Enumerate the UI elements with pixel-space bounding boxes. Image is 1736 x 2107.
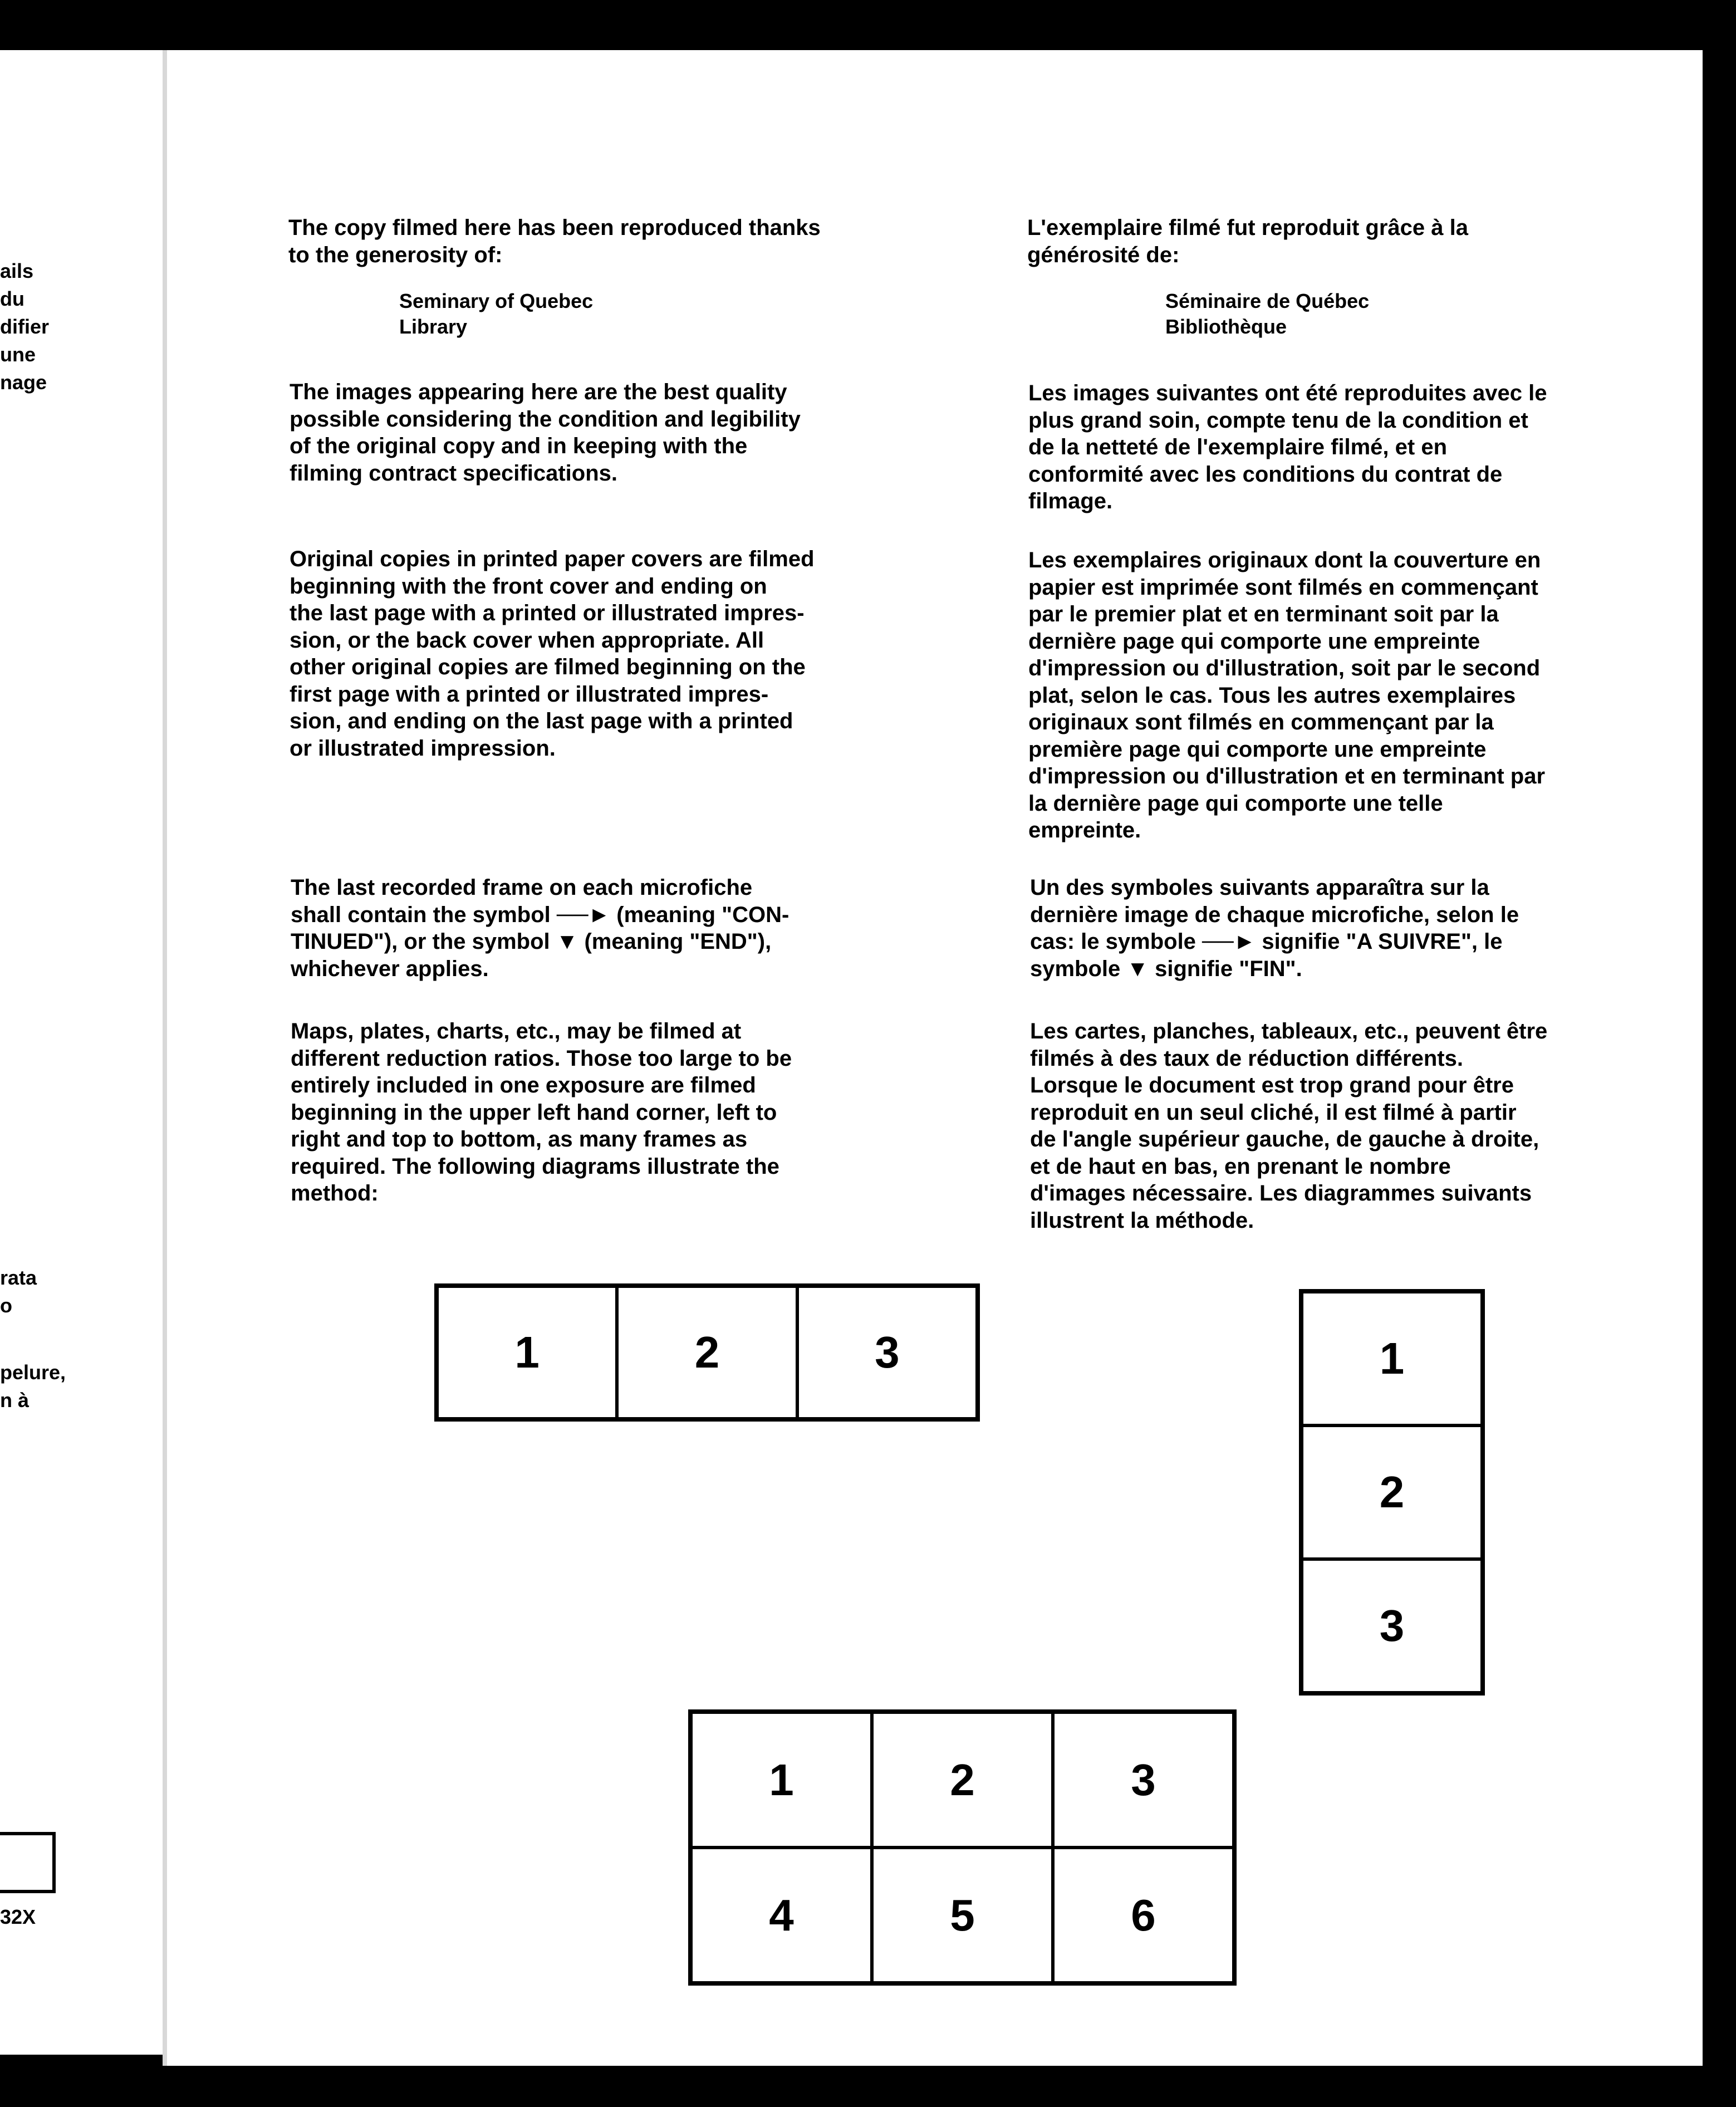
fragment-line: une — [0, 343, 36, 366]
frame-cell: 5 — [872, 1848, 1053, 1983]
fragment-line: rata — [0, 1266, 37, 1289]
frame-cell: 6 — [1053, 1848, 1234, 1983]
french-original-copies-note — [1028, 547, 1696, 844]
english-quality-note — [290, 379, 930, 487]
french-column — [1027, 214, 1684, 268]
french-maps-note — [1030, 1018, 1698, 1234]
english-acknowledgement: The copy filmed here has been reproduced thanks to the generosity of: — [288, 215, 821, 267]
diagram-grid-frames — [688, 1709, 1237, 1986]
english-institution: Seminary of Quebec Library — [399, 290, 594, 338]
page-gutter — [163, 50, 167, 2066]
english-maps-note — [291, 1018, 931, 1207]
french-symbol-note — [1030, 874, 1687, 982]
frame-cell: 3 — [797, 1286, 977, 1419]
fragment-line: difier — [0, 315, 50, 338]
french-quality-text: Les images suivantes ont été reproduites avec le plus grand soin, compte tenu de la condition et de la netteté de l'exemplaire filmé, et en conformité avec les conditions du contrat de filmage. — [1028, 381, 1547, 513]
left-fragment-middle — [0, 1264, 66, 1414]
french-acknowledgement: L'exemplaire filmé fut reproduit grâce à la générosité de: — [1027, 215, 1468, 267]
frame-cell: 1 — [437, 1286, 617, 1419]
french-institution: Séminaire de Québec Bibliothèque — [1165, 290, 1370, 338]
english-symbol-note — [291, 874, 931, 982]
frame-cell: 1 — [1302, 1292, 1482, 1425]
french-quality-note — [1028, 380, 1685, 515]
english-maps-text: Maps, plates, charts, etc., may be filmed at different reduction ratios. Those too large to be entirely included in one exposure are filmed beginning in the upper left hand corner, left to right and top to bottom, as many frames as required. The following diagrams illustrate the method: — [291, 1019, 792, 1206]
frame-cell: 3 — [1053, 1712, 1234, 1848]
frame-cell: 2 — [617, 1286, 797, 1419]
frame-cell: 2 — [1302, 1425, 1482, 1559]
fragment-line — [0, 1347, 66, 1359]
fragment-line: nage — [0, 371, 47, 394]
fragment-line: ails — [0, 259, 34, 282]
french-maps-text: Les cartes, planches, tableaux, etc., peuvent être filmés à des taux de réduction différents. Lorsque le document est trop grand pour être reproduit en un seul cliché, il est filmé à partir de l'angle supérieur gauche, de gauche à droite, et de haut en bas, en prenant le nombre d'images nécessaire. Les diagrammes suivants illustrent la méthode. — [1030, 1019, 1548, 1233]
frame-cell: 1 — [691, 1712, 872, 1848]
french-original-copies-text: Les exemplaires originaux dont la couverture en papier est imprimée sont filmés en commençant par le premier plat et en terminant soit par la dernière page qui comporte une empreinte d'impression ou d'illustration, soit par le second plat, selon le cas. Tous les autres exemplaires originaux sont filmés en commençant par la première page qui comporte une empreinte d'impression ou d'illustration et en terminant par la dernière page qui comporte une telle empreinte. — [1028, 548, 1546, 842]
left-fragment-top — [0, 257, 49, 396]
frame-cell: 4 — [691, 1848, 872, 1983]
english-original-copies-note — [290, 546, 930, 762]
fragment-line: o — [0, 1294, 12, 1317]
reduction-ratio-label: 32X — [0, 1905, 36, 1928]
french-symbol-text: Un des symboles suivants apparaîtra sur la dernière image de chaque microfiche, selon le cas: le symbole ──► signifie "A SUIVRE", le symbole ▼ signifie "FIN". — [1030, 875, 1519, 981]
fragment-line — [0, 1320, 66, 1347]
diagram-vertical-frames — [1299, 1289, 1485, 1696]
fragment-line: pelure, — [0, 1361, 66, 1384]
fragment-line: du — [0, 287, 24, 310]
english-original-copies-text: Original copies in printed paper covers are filmed beginning with the front cover and ending on the last page with a printed or illustrated impres- sion, or the back cover when appropriate. All other original copies are filmed beginning on the first page with a printed or illustrated impres- sion, and ending on the last page with a printed or illustrated impression. — [290, 547, 815, 761]
english-column — [288, 214, 929, 268]
frame-cell: 2 — [872, 1712, 1053, 1848]
frame-cell: 3 — [1302, 1559, 1482, 1693]
diagram-horizontal-frames — [434, 1283, 980, 1422]
english-symbol-text: The last recorded frame on each microfiche shall contain the symbol ──► (meaning "CON- TINUED"), or the symbol ▼ (meaning "END"), whichever applies. — [291, 875, 789, 981]
reduction-target-box — [0, 1832, 56, 1893]
english-quality-text: The images appearing here are the best quality possible considering the condition and legibility of the original copy and in keeping with the filming contract specifications. — [290, 380, 801, 486]
fragment-line: n à — [0, 1389, 30, 1412]
